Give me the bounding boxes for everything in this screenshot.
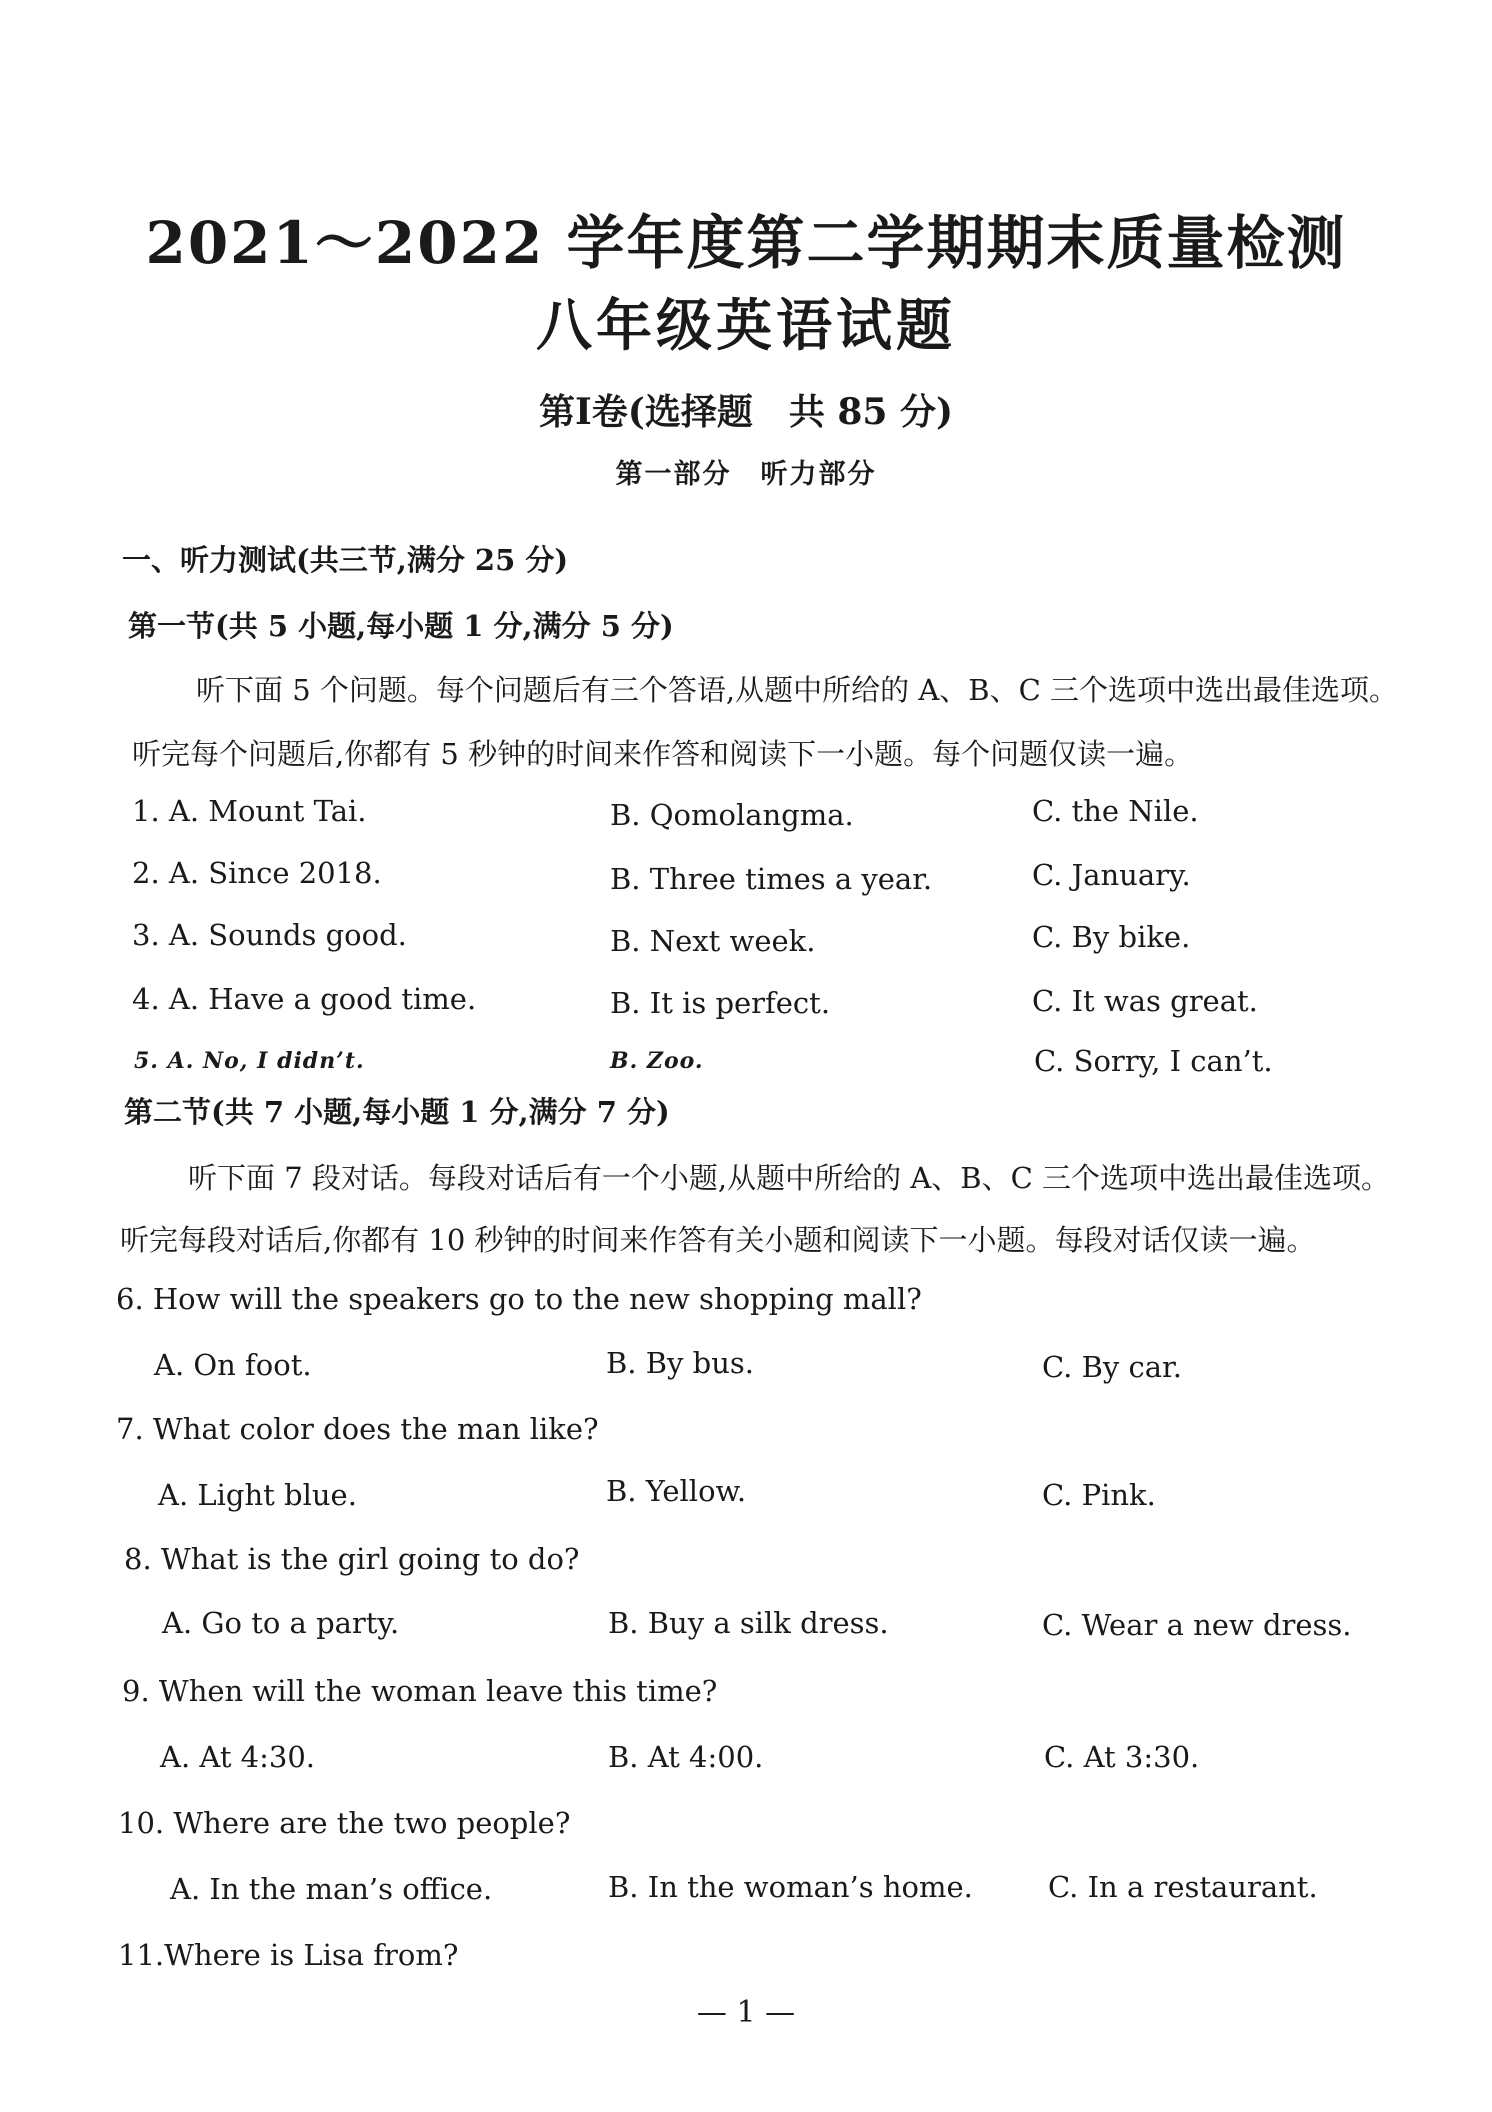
q9-option-b: B. At 4:00.	[608, 1740, 764, 1774]
q7-option-a: A. Light blue.	[158, 1478, 357, 1512]
q1-option-b: B. Qomolangma.	[610, 798, 854, 832]
q6-option-b: B. By bus.	[606, 1346, 755, 1380]
q6-text: 6. How will the speakers go to the new shopping mall?	[116, 1282, 922, 1316]
section2-heading: 第二节(共 7 小题,每小题 1 分,满分 7 分)	[124, 1095, 670, 1129]
q10-option-b: B. In the woman’s home.	[608, 1870, 973, 1904]
section1-instruction-1: 听下面 5 个问题。每个问题后有三个答语,从题中所给的 A、B、C 三个选项中选出最佳选项。	[196, 673, 1398, 707]
q4-option-a: 4. A. Have a good time.	[132, 982, 477, 1016]
exam-title: 2021～2022 学年度第二学期期末质量检测	[145, 209, 1347, 277]
q3-option-c: C. By bike.	[1032, 920, 1191, 954]
q5-option-a: 5. A. No, I didn’t.	[134, 1048, 365, 1074]
q2-option-a: 2. A. Since 2018.	[132, 856, 382, 890]
part-heading: 第一部分 听力部分	[615, 459, 877, 490]
exam-subtitle: 八年级英语试题	[536, 293, 956, 359]
section2-instruction-2: 听完每段对话后,你都有 10 秒钟的时间来作答有关小题和阅读下一小题。每段对话仅读一遍。	[120, 1223, 1316, 1257]
listening-heading: 一、听力测试(共三节,满分 25 分)	[122, 543, 569, 577]
q11-text: 11.Where is Lisa from?	[118, 1938, 459, 1972]
section1-heading: 第一节(共 5 小题,每小题 1 分,满分 5 分)	[128, 609, 674, 643]
q8-text: 8. What is the girl going to do?	[124, 1542, 580, 1576]
q5-option-b: B. Zoo.	[610, 1048, 704, 1074]
q7-option-c: C. Pink.	[1042, 1478, 1156, 1512]
q10-option-a: A. In the man’s office.	[170, 1872, 493, 1906]
q8-option-a: A. Go to a party.	[162, 1606, 400, 1640]
q5-option-c: C. Sorry, I can’t.	[1034, 1044, 1273, 1078]
q7-option-b: B. Yellow.	[606, 1474, 747, 1508]
page-number: — 1 —	[696, 1995, 796, 2030]
section1-instruction-2: 听完每个问题后,你都有 5 秒钟的时间来作答和阅读下一小题。每个问题仅读一遍。	[132, 737, 1194, 771]
q3-option-a: 3. A. Sounds good.	[132, 918, 407, 952]
q9-text: 9. When will the woman leave this time?	[122, 1674, 718, 1708]
q1-option-a: 1. A. Mount Tai.	[132, 794, 367, 828]
q10-text: 10. Where are the two people?	[118, 1806, 571, 1840]
q1-option-c: C. the Nile.	[1032, 794, 1199, 828]
q9-option-c: C. At 3:30.	[1044, 1740, 1200, 1774]
q10-option-c: C. In a restaurant.	[1048, 1870, 1318, 1904]
q3-option-b: B. Next week.	[610, 924, 816, 958]
q4-option-b: B. It is perfect.	[610, 986, 831, 1020]
q6-option-a: A. On foot.	[154, 1348, 312, 1382]
q9-option-a: A. At 4:30.	[160, 1740, 316, 1774]
q6-option-c: C. By car.	[1042, 1350, 1182, 1384]
q2-option-b: B. Three times a year.	[610, 862, 933, 896]
q8-option-c: C. Wear a new dress.	[1042, 1608, 1352, 1642]
q8-option-b: B. Buy a silk dress.	[608, 1606, 889, 1640]
q7-text: 7. What color does the man like?	[116, 1412, 599, 1446]
q2-option-c: C. January.	[1032, 858, 1191, 892]
q4-option-c: C. It was great.	[1032, 984, 1258, 1018]
section2-instruction-1: 听下面 7 段对话。每段对话后有一个小题,从题中所给的 A、B、C 三个选项中选出最佳选项。	[188, 1161, 1390, 1195]
volume-heading: 第Ⅰ卷(选择题 共 85 分)	[538, 391, 954, 433]
